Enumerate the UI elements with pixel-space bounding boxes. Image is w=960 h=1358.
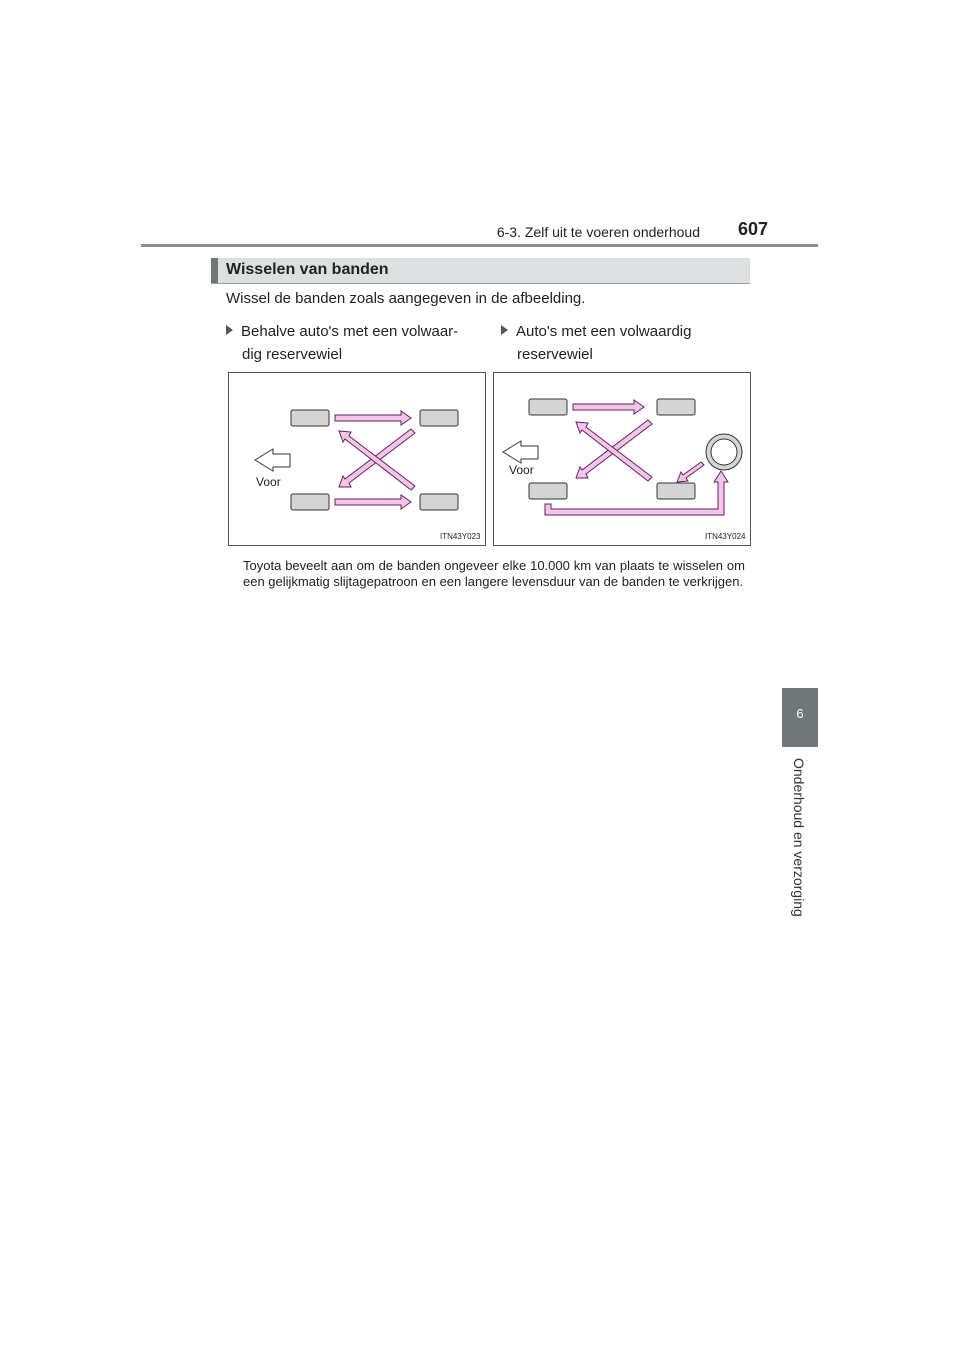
tire-rear-left bbox=[420, 410, 458, 426]
section-heading: Wisselen van banden bbox=[226, 261, 389, 278]
option-line2: reservewiel bbox=[517, 346, 593, 363]
tire-rear-right bbox=[657, 483, 695, 499]
tire-rear-right bbox=[420, 494, 458, 510]
figure-rotation-no-spare bbox=[228, 372, 486, 546]
arrow-front-to-rear-top bbox=[573, 400, 644, 414]
figure-code: ITN43Y024 bbox=[705, 532, 746, 541]
spare-tire-rim bbox=[711, 439, 737, 465]
front-label: Voor bbox=[509, 463, 534, 477]
option-full-spare bbox=[501, 320, 751, 366]
intro-text: Wissel de banden zoals aangegeven in de afbeelding. bbox=[226, 290, 586, 307]
tire-front-left bbox=[529, 399, 567, 415]
option-line1: Auto's met een volwaardig bbox=[516, 323, 692, 340]
front-direction-arrow-icon bbox=[255, 449, 290, 471]
option-line2: dig reservewiel bbox=[242, 346, 343, 363]
arrow-front-to-spare bbox=[545, 471, 728, 515]
option-no-full-spare bbox=[226, 320, 486, 366]
arrow-spare-to-rear bbox=[677, 462, 704, 482]
figure-code: ITN43Y023 bbox=[440, 532, 481, 541]
header-divider bbox=[141, 244, 818, 247]
triangle-bullet-icon bbox=[226, 325, 233, 335]
tire-front-right bbox=[291, 494, 329, 510]
option-line1: Behalve auto's met een volwaar- bbox=[241, 323, 459, 340]
tire-front-left bbox=[291, 410, 329, 426]
figure-rotation-full-spare bbox=[493, 372, 751, 546]
triangle-bullet-icon bbox=[501, 325, 508, 335]
arrow-front-to-rear-top bbox=[335, 411, 411, 425]
section-heading-accent bbox=[211, 258, 218, 283]
rotation-diagram bbox=[229, 373, 485, 545]
tire-front-right bbox=[529, 483, 567, 499]
chapter-number: 6 bbox=[796, 706, 804, 721]
front-label: Voor bbox=[256, 475, 281, 489]
note-text: Toyota beveelt aan om de banden ongeveer elke 10.000 km van plaats te wisselen om een gelijkmatig slijtagepatroon en een langere levensduur van de banden te verkrijgen. bbox=[243, 558, 745, 589]
page-number: 607 bbox=[738, 219, 769, 239]
front-direction-arrow-icon bbox=[503, 441, 538, 463]
rotation-diagram bbox=[494, 373, 750, 545]
tire-rear-left bbox=[657, 399, 695, 415]
arrow-front-to-rear-bottom bbox=[335, 495, 411, 509]
section-title: 6-3. Zelf uit te voeren onderhoud bbox=[496, 224, 700, 240]
